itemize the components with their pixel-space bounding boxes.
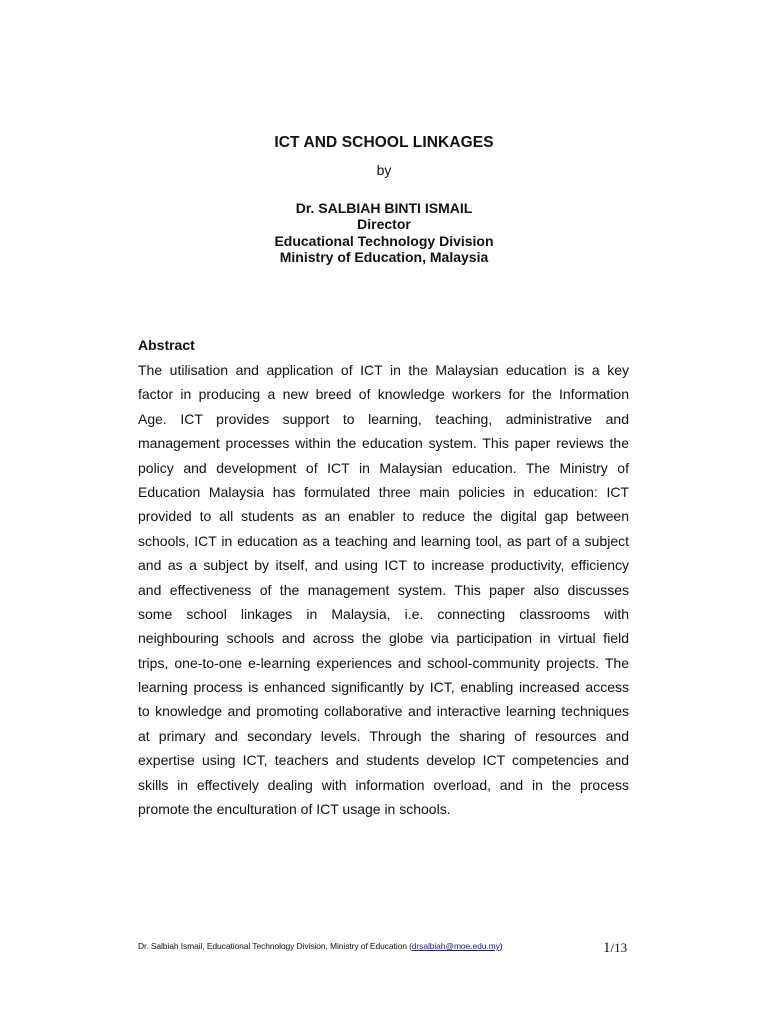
page-number-current: 1 (603, 940, 611, 956)
footer-text-close: ) (499, 941, 503, 951)
abstract-line: skills in effectively dealing with information overload, and in the process (138, 776, 629, 793)
abstract-line: policy and development of ICT in Malaysian education. The Ministry of (138, 459, 629, 476)
abstract-line: The utilisation and application of ICT in the Malaysian education is a key (138, 362, 629, 378)
abstract-line: promote the enculturation of ICT usage in schools. (138, 801, 451, 818)
abstract-line: Age. ICT provides support to learning, teaching, administrative and (138, 410, 629, 427)
abstract-line: and effectiveness of the management system. This paper also discusses (138, 581, 629, 598)
abstract-line: and as a subject by itself, and using ICT to increase productivity, efficiency (138, 557, 629, 574)
abstract-line: to knowledge and promoting collaborative and interactive learning techniques (138, 703, 629, 720)
author-division: Educational Technology Division (274, 232, 494, 249)
abstract-line: factor in producing a new breed of knowledge workers for the Information (138, 386, 629, 403)
abstract-line: expertise using ICT, teachers and students develop ICT competencies and (138, 752, 629, 769)
page-number-total: /13 (610, 940, 628, 955)
abstract-body (138, 358, 629, 821)
author-name: Dr. SALBIAH BINTI ISMAIL (295, 200, 473, 216)
footer-note (138, 941, 502, 951)
abstract-line: trips, one-to-one e-learning experiences and school-community projects. The (138, 654, 629, 671)
author-block (0, 200, 768, 266)
abstract-heading: Abstract (138, 337, 195, 353)
document-title: ICT AND SCHOOL LINKAGES (274, 134, 494, 151)
byline: by (376, 162, 392, 178)
abstract-line: management processes within the education system. This paper reviews the (138, 435, 629, 452)
abstract-line: provided to all students as an enabler to reduce the digital gap between (138, 508, 629, 525)
abstract-line: schools, ICT in education as a teaching and learning tool, as part of a subject (138, 532, 629, 549)
abstract-line: Education Malaysia has formulated three main policies in education: ICT (138, 483, 629, 500)
author-ministry: Ministry of Education, Malaysia (279, 249, 489, 266)
abstract-line: learning process is enhanced significantly by ICT, enabling increased access (138, 679, 629, 696)
abstract-line: neighbouring schools and across the globe via participation in virtual field (138, 630, 629, 647)
abstract-line: at primary and secondary levels. Through the sharing of resources and (138, 727, 629, 744)
page-number (603, 939, 627, 957)
abstract-line: some school linkages in Malaysia, i.e. connecting classrooms with (138, 605, 629, 622)
footer-text: Dr. Salbiah Ismail, Educational Technology Division, Ministry of Education ( (138, 941, 412, 951)
footer-email-link[interactable]: drsalbiah@moe.edu.my (411, 941, 500, 951)
author-position: Director (357, 216, 411, 233)
